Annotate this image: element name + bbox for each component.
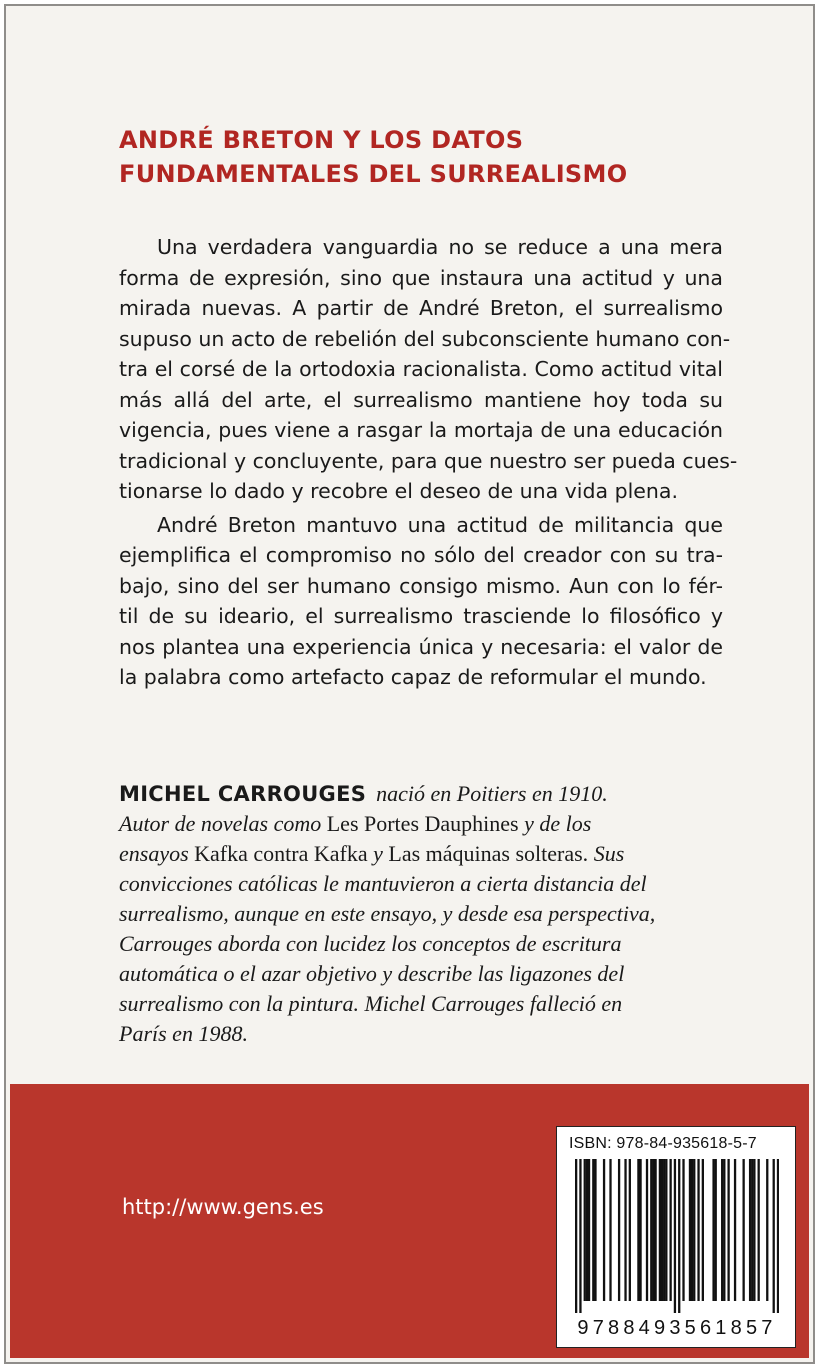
heading-line-1: ANDRÉ BRETON Y LOS DATOS <box>119 126 524 154</box>
barcode-bar <box>584 1159 586 1301</box>
bio-line <box>119 809 731 839</box>
barcode-bar <box>712 1159 714 1301</box>
barcode-bar <box>637 1159 639 1301</box>
author-name: MICHEL CARROUGES <box>119 782 367 806</box>
text-line: Una verdadera vanguardia no se reduce a una mera <box>157 235 723 259</box>
bio-line: París en 1988. <box>119 1021 248 1046</box>
isbn-label: ISBN: 978-84-935618-5-7 <box>569 1135 757 1152</box>
barcode-bar <box>586 1159 588 1301</box>
barcode-bar <box>777 1159 779 1313</box>
barcode-bar <box>594 1159 596 1301</box>
barcode-bar <box>575 1159 577 1313</box>
barcode-bar <box>650 1159 652 1301</box>
synopsis <box>119 232 738 693</box>
text-line: vigencia, pues viene a rasgar la mortaja de una educación <box>119 418 723 442</box>
barcode-bar <box>624 1159 626 1301</box>
text-line: bajo, sino del ser humano consigo mismo. Aun con lo fér- <box>119 573 723 598</box>
barcode-digits: 9788493561857 <box>577 1317 777 1339</box>
text-line: ejemplifica el compromiso no sólo del creador con su tra- <box>119 543 723 567</box>
text-line: más allá del arte, el surrealismo mantiene hoy toda su <box>119 387 723 412</box>
barcode-bar <box>669 1159 671 1301</box>
text-line: til de su ideario, el surrealismo trasciende lo filosófico y <box>119 604 723 628</box>
isbn-barcode <box>556 1126 796 1348</box>
barcode-bar <box>663 1159 665 1301</box>
book-title: Les Portes Dauphines <box>326 811 519 836</box>
barcode-bar <box>603 1159 605 1301</box>
text-line: supuso un acto de rebelión del subconsciente humano con- <box>119 326 731 351</box>
barcode-bar <box>742 1159 744 1301</box>
text-line: la palabra como artefacto capaz de reformular el mundo. <box>119 665 707 689</box>
heading-line-2: FUNDAMENTALES DEL SURREALISMO <box>119 160 628 188</box>
footer-band <box>10 1084 809 1358</box>
barcode-bar <box>697 1159 699 1301</box>
barcode-bar <box>749 1159 751 1301</box>
barcode-bar <box>674 1159 676 1313</box>
text-line: forma de expresión, sino que instaura una actitud y una <box>119 265 723 290</box>
paragraph-1 <box>119 232 738 507</box>
barcode-bar <box>665 1159 667 1301</box>
barcode-bar <box>618 1159 620 1301</box>
text-line: nos plantea una experiencia única y necesaria: el valor de <box>119 634 723 659</box>
text-line: André Breton mantuvo una actitud de militancia que <box>157 512 723 537</box>
barcode-bar <box>734 1159 736 1301</box>
barcode-bar <box>702 1159 704 1301</box>
text-line: tradicional y concluyente, para que nuestro ser pueda cues- <box>119 448 738 473</box>
barcode-bar <box>773 1159 775 1313</box>
barcode-bar <box>682 1159 684 1301</box>
barcode-bar <box>758 1159 760 1301</box>
barcode-bar <box>727 1159 729 1301</box>
bio-line: surrealismo, aunque en este ensayo, y desde esa perspectiva, <box>119 901 656 926</box>
barcode-bar <box>659 1159 661 1301</box>
bio-text: Autor de novelas como <box>119 811 322 836</box>
bio-text: Sus <box>593 841 625 866</box>
book-title: Las máquinas solteras. <box>388 841 589 866</box>
bio-line <box>119 839 731 869</box>
barcode-bar <box>723 1159 725 1301</box>
book-title: Kafka contra Kafka <box>194 841 368 866</box>
bio-text: y de los <box>524 811 592 836</box>
text-line: tionarse lo dado y recobre el deseo de una vida plena. <box>119 479 678 503</box>
barcode-bar <box>678 1159 680 1313</box>
barcode-bar <box>592 1159 594 1301</box>
barcode-bar <box>579 1159 581 1313</box>
bio-text: y <box>373 841 383 866</box>
barcode-bar <box>639 1159 641 1301</box>
barcode-bar <box>661 1159 663 1301</box>
text-line: tra el corsé de la ortodoxia racionalista. Como actitud vital <box>119 357 723 381</box>
bio-line <box>119 779 731 809</box>
bio-line: Carrouges aborda con lucidez los conceptos de escritura <box>119 931 622 956</box>
barcode-bar <box>689 1159 691 1301</box>
barcode-bar <box>691 1159 693 1301</box>
paragraph-2 <box>119 510 723 693</box>
barcode-bar <box>753 1159 755 1301</box>
heading <box>119 123 739 191</box>
author-bio <box>119 779 731 1049</box>
back-cover <box>4 4 815 1364</box>
bio-text: nació en Poitiers en 1910. <box>376 781 608 806</box>
bio-text: ensayos <box>119 841 189 866</box>
barcode-bar <box>609 1159 611 1301</box>
barcode-bar <box>646 1159 648 1301</box>
barcode-bar <box>654 1159 656 1301</box>
barcode-bar <box>751 1159 753 1301</box>
barcode-bar <box>588 1159 590 1301</box>
barcode-bar <box>652 1159 654 1301</box>
bio-line: convicciones católicas le mantuvieron a cierta distancia del <box>119 871 647 896</box>
barcode-bar <box>629 1159 631 1301</box>
barcode-bar <box>766 1159 768 1301</box>
barcode-bar <box>715 1159 717 1301</box>
publisher-url[interactable]: http://www.gens.es <box>122 1195 324 1219</box>
text-line: mirada nuevas. A partir de André Breton, el surrealismo <box>119 296 723 320</box>
bio-line: automática o el azar objetivo y describe las ligazones del <box>119 961 625 986</box>
barcode-bar <box>721 1159 723 1301</box>
bio-line: surrealismo con la pintura. Michel Carrouges falleció en <box>119 991 623 1016</box>
barcode-bars <box>575 1159 779 1313</box>
barcode-bar <box>693 1159 695 1301</box>
